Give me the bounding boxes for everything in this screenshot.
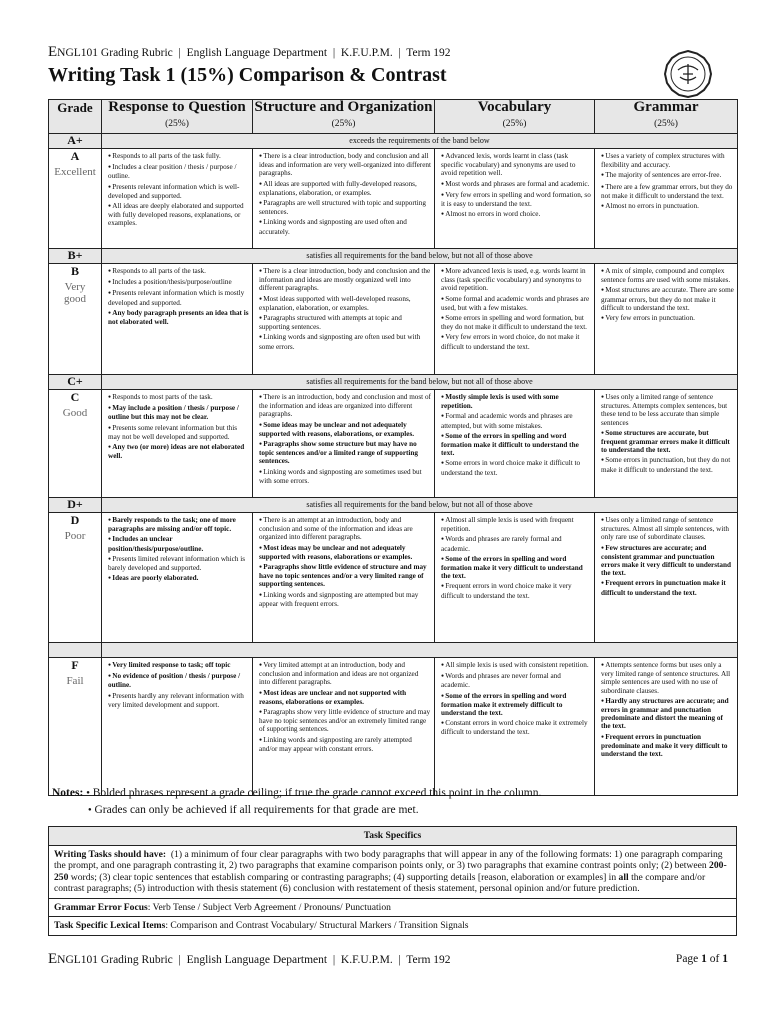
criteria-cell-grammar <box>595 658 738 796</box>
criterion-item: ● Includes a clear position / thesis / purpose / outline. <box>108 163 249 180</box>
plus-band-description: satisfies all requirements for the band below, but not all of those above <box>102 249 738 264</box>
grade-letter: C <box>70 390 80 404</box>
plus-band-description: exceeds the requirements of the band below <box>102 134 738 149</box>
criterion-item: ● Includes a position/thesis/purpose/outline <box>108 278 249 287</box>
criterion-item: ● There is an introduction, body and conclusion and most of the information and ideas are organized into different paragraphs. <box>259 393 431 419</box>
criterion-item: ● Responds to all parts of the task fully. <box>108 152 249 161</box>
criterion-item: ● Very limited response to task; off topic <box>108 661 249 670</box>
grade-letter: F <box>71 658 79 672</box>
grade-cell <box>49 149 102 249</box>
note-2: Grades can only be achieved if all requirements for that grade are met. <box>94 804 419 816</box>
criterion-item: ● Attempts sentence forms but uses only a very limited range of sentence structures. All simple sentences are used with no use of subordinate clauses. <box>601 661 734 695</box>
task-specifics-title: Task Specifics <box>49 827 737 846</box>
criterion-item: ● Most ideas may be unclear and not adequately supported with reasons, elaborations or examples. <box>259 544 431 561</box>
grade-cell <box>49 658 102 796</box>
criterion-item: ● Some errors in spelling and word formation, but they do not make it difficult to understand the text. <box>441 314 591 331</box>
criterion-item: ● Very few errors in word choice, do not make it difficult to understand the text. <box>441 333 591 350</box>
criterion-item: ● Linking words and signposting are sometimes used but with some errors. <box>259 468 431 485</box>
plus-band-description: satisfies all requirements for the band below, but not all of those above <box>102 375 738 390</box>
grade-band-row <box>49 658 738 796</box>
criterion-item: ● Hardly any structures are accurate; and errors in grammar and punctuation predominate and distort the meaning of the text. <box>601 697 734 731</box>
criterion-item: ● Includes an unclear position/thesis/purpose/outline. <box>108 535 249 552</box>
criteria-list <box>253 149 434 240</box>
criteria-cell-vocabulary <box>435 658 595 796</box>
criterion-item: ● Very limited attempt at an introduction, body and conclusion and information and ideas are not organized into different paragraphs. <box>259 661 431 687</box>
criterion-item: ● Almost no errors in punctuation. <box>601 202 734 211</box>
plus-band-row <box>49 134 738 149</box>
plus-grade-label: D+ <box>49 498 102 513</box>
criteria-list <box>595 390 737 478</box>
criteria-list <box>253 658 434 757</box>
criteria-cell-structure <box>253 513 435 643</box>
column-header-response: Response to Question (25%) <box>102 100 253 134</box>
criteria-cell-grammar <box>595 390 738 498</box>
criteria-cell-response <box>102 390 253 498</box>
criteria-list <box>435 149 594 223</box>
criteria-list <box>595 149 737 215</box>
criteria-list <box>435 390 594 481</box>
criterion-item: ● The majority of sentences are error-free. <box>601 171 734 180</box>
criterion-item: ● Barely responds to the task; one of more paragraphs are missing and/or off topic. <box>108 516 249 533</box>
rubric-table <box>48 99 738 796</box>
column-header-vocabulary: Vocabulary (25%) <box>435 100 595 134</box>
bullet-icon: ● <box>88 807 92 813</box>
plus-grade-label: C+ <box>49 375 102 390</box>
criterion-item: ● Words and phrases are never formal and academic. <box>441 672 591 689</box>
criteria-list <box>102 513 252 587</box>
criteria-cell-vocabulary <box>435 513 595 643</box>
criterion-item: ● Presents limited relevant information which is barely developed and supported. <box>108 555 249 572</box>
criteria-cell-structure <box>253 390 435 498</box>
criteria-list <box>595 264 737 327</box>
plus-grade-label: B+ <box>49 249 102 264</box>
grade-letter: D <box>70 513 80 527</box>
plus-band-row <box>49 643 738 658</box>
grade-band-row <box>49 264 738 375</box>
criterion-item: ● All simple lexis is used with consistent repetition. <box>441 661 591 670</box>
footer-line <box>48 951 451 968</box>
criterion-item: ● Presents hardly any relevant information with very limited development and support. <box>108 692 249 709</box>
column-header-structure: Structure and Organization (25%) <box>253 100 435 134</box>
criterion-item: ● Mostly simple lexis is used with some repetition. <box>441 393 591 410</box>
criteria-cell-structure <box>253 149 435 249</box>
criteria-list <box>435 264 594 355</box>
criteria-cell-response <box>102 658 253 796</box>
grade-column-header: Grade <box>49 100 102 134</box>
criterion-item: ● Paragraphs are well structured with topic and supporting sentences. <box>259 199 431 216</box>
criterion-item: ● Any body paragraph presents an idea that is not elaborated well. <box>108 309 249 326</box>
criterion-item: ● May include a position / thesis / purpose / outline but this may not be clear. <box>108 404 249 421</box>
criterion-item: ● Very few errors in spelling and word formation, so it is easy to understand the text. <box>441 191 591 208</box>
criteria-list <box>102 149 252 232</box>
criterion-item: ● Presents relevant information which is well-developed and supported. <box>108 183 249 200</box>
footer-initial: E <box>48 951 58 967</box>
plus-grade-label <box>49 643 102 658</box>
criteria-list <box>102 390 252 464</box>
criterion-item: ● Very few errors in punctuation. <box>601 314 734 323</box>
criterion-item: ● Linking words and signposting are rarely attempted and/or may appear with constant errors. <box>259 736 431 753</box>
criterion-item: ● Some of the errors in spelling and word formation make it extremely difficult to understand the text. <box>441 692 591 718</box>
criterion-item: ● Frequent errors in word choice make it very difficult to understand the text. <box>441 582 591 599</box>
criteria-cell-vocabulary <box>435 264 595 375</box>
column-header-grammar: Grammar (25%) <box>595 100 738 134</box>
criterion-item: ● Paragraphs show very little evidence of structure and may have no topic sentences and/or an extremely limited range of supporting sentences. <box>259 708 431 734</box>
criterion-item: ● Advanced lexis, words learnt in class (task specific vocabulary) and synonyms are used to avoid repetition well. <box>441 152 591 178</box>
criterion-item: ● Some errors in punctuation, but they do not make it difficult to understand the text. <box>601 456 734 473</box>
criterion-item: ● Formal and academic words and phrases are attempted, but with some mistakes. <box>441 412 591 429</box>
criterion-item: ● No evidence of position / thesis / purpose / outline. <box>108 672 249 689</box>
criterion-item: ● A mix of simple, compound and complex sentence forms are used with some mistakes. <box>601 267 734 284</box>
criterion-item: ● Responds to all parts of the task. <box>108 267 249 276</box>
criterion-item: ● Linking words and signposting are often used but with some errors. <box>259 333 431 350</box>
criterion-item: ● Most ideas are unclear and not supported with reasons, elaborations or examples. <box>259 689 431 706</box>
criterion-item: ● All ideas are supported with fully-developed reasons, explanations, elaboration, or examples. <box>259 180 431 197</box>
criterion-item: ● There is an attempt at an introduction, body and conclusion and some of the information and ideas are organized into different paragraphs. <box>259 516 431 542</box>
criterion-item: ● There is a clear introduction, body and conclusion and all ideas and information are very well-organized into different paragraphs. <box>259 152 431 178</box>
criteria-cell-grammar <box>595 264 738 375</box>
criteria-cell-response <box>102 149 253 249</box>
criterion-item: ● Constant errors in word choice make it extremely difficult to understand the text. <box>441 719 591 736</box>
criteria-cell-structure <box>253 658 435 796</box>
criterion-item: ● Few structures are accurate; and consistent grammar and punctuation errors make it very difficult to understand the text. <box>601 544 734 578</box>
criterion-item: ● Presents some relevant information but this may not be well developed and supported. <box>108 424 249 441</box>
criterion-item: ● Ideas are poorly elaborated. <box>108 574 249 583</box>
criterion-item: ● Presents relevant information which is mostly developed and supported. <box>108 289 249 306</box>
criteria-cell-structure <box>253 264 435 375</box>
header-initial: E <box>48 44 58 60</box>
grade-letter: B <box>70 264 79 278</box>
criteria-list <box>102 658 252 713</box>
criterion-item: ● Frequent errors in punctuation predominate and make it very difficult to understand the text. <box>601 733 734 759</box>
criterion-item: ● There are a few grammar errors, but they do not make it difficult to understand the text. <box>601 183 734 200</box>
plus-band-row <box>49 375 738 390</box>
criterion-item: ● Most ideas supported with well-developed reasons, explanation, elaboration, or examples. <box>259 295 431 312</box>
criteria-cell-response <box>102 513 253 643</box>
grade-word: Very good <box>64 281 86 305</box>
plus-grade-label: A+ <box>49 134 102 149</box>
criterion-item: ● All ideas are deeply elaborated and supported with fully developed reasons, explanations, or examples. <box>108 202 249 228</box>
criterion-item: ● Some ideas may be unclear and not adequately supported with reasons, elaborations, or examples. <box>259 421 431 438</box>
criterion-item: ● Some of the errors in spelling and word formation make it difficult to understand the text. <box>441 432 591 458</box>
criteria-cell-response <box>102 264 253 375</box>
criteria-list <box>102 264 252 330</box>
criteria-cell-grammar <box>595 149 738 249</box>
lexical-items: Task Specific Lexical Items: Comparison and Contrast Vocabulary/ Structural Markers / Transition Signals <box>49 917 737 936</box>
header-row <box>49 100 738 134</box>
criterion-item: ● Uses a variety of complex structures with flexibility and accuracy. <box>601 152 734 169</box>
criteria-list <box>435 658 594 741</box>
grade-word: Good <box>62 407 88 419</box>
criteria-cell-grammar <box>595 513 738 643</box>
grade-band-row <box>49 513 738 643</box>
header-line <box>48 44 451 61</box>
page-title: Writing Task 1 (15%) Comparison & Contrast <box>48 64 447 86</box>
criterion-item: ● Responds to most parts of the task. <box>108 393 249 402</box>
criterion-item: ● Some errors in word choice make it difficult to understand the text. <box>441 459 591 476</box>
criterion-item: ● Words and phrases are rarely formal and academic. <box>441 535 591 552</box>
task-specifics-table <box>48 826 737 936</box>
notes: Notes: ● Bolded phrases represent a grade ceiling; if true the grade cannot exceed this point in the column. ● Grades can only be achieved if all requirements for that grade are met. <box>52 787 542 816</box>
plus-band-row <box>49 249 738 264</box>
grade-word: Excellent <box>54 166 96 178</box>
note-1: Bolded phrases represent a grade ceiling; if true the grade cannot exceed this point in the column. <box>92 787 542 799</box>
criterion-item: ● Frequent errors in punctuation make it difficult to understand the text. <box>601 579 734 596</box>
criterion-item: ● There is a clear introduction, body and conclusion and the information and ideas are mostly organized well into different paragraphs. <box>259 267 431 293</box>
criterion-item: ● Some formal and academic words and phrases are used, but with a few mistakes. <box>441 295 591 312</box>
writing-tasks-requirements: Writing Tasks should have: (1) a minimum of four clear paragraphs with two body paragraphs that will appear in any of the following formats: 1) one paragraph comparing the prompt, and one paragraph contrasting it, 2) two paragraphs that examine comparison points only, or 3) two paragraphs that examine contrast points only; (2) between 200-250 words; (3) clear topic sentences that establish comparing or contrasting paragraphs; (4) supporting details [reason, elaboration or examples] in all the compare and/or contrast paragraphs; (5) introduction with thesis statement (6) conclusion with restatement of thesis statement, personal opinion and/or future prediction. <box>49 845 737 898</box>
criterion-item: ● Uses only a limited range of sentence structures. Attempts complex sentences, but these tend to be less accurate than simple sentences <box>601 393 734 427</box>
grade-word: Fail <box>66 675 84 687</box>
criterion-item: ● Linking words and signposting are attempted but may appear with frequent errors. <box>259 591 431 608</box>
criterion-item: ● Some of the errors in spelling and word formation make it very difficult to understand the text. <box>441 555 591 581</box>
criterion-item: ● Some structures are accurate, but frequent grammar errors make it difficult to understand the text. <box>601 429 734 455</box>
plus-band-description <box>102 643 738 658</box>
criterion-item: ● Almost no errors in word choice. <box>441 210 591 219</box>
grade-band-row <box>49 149 738 249</box>
grade-cell <box>49 390 102 498</box>
criterion-item: ● Paragraphs show some structure but may have no topic sentences and/or a limited range of supporting sentences. <box>259 440 431 466</box>
page-number: Page 1 of 1 <box>675 953 728 965</box>
header-text: NGL101 Grading Rubric | English Language Department | K.F.U.P.M. | Term 192 <box>57 47 451 59</box>
grade-word: Poor <box>64 530 86 542</box>
criteria-list <box>595 658 737 762</box>
grade-cell <box>49 264 102 375</box>
criterion-item: ● Linking words and signposting are used often and accurately. <box>259 218 431 235</box>
grammar-error-focus: Grammar Error Focus: Verb Tense / Subject Verb Agreement / Pronouns/ Punctuation <box>49 898 737 917</box>
criterion-item: ● Paragraphs show little evidence of structure and may have no topic sentences and/or a very limited range of supporting sentences. <box>259 563 431 589</box>
criteria-list <box>253 264 434 355</box>
grade-letter: A <box>70 149 80 163</box>
notes-label: Notes <box>52 787 80 799</box>
grade-band-row <box>49 390 738 498</box>
criterion-item: ● Uses only a limited range of sentence structures. Almost all simple sentences, with only rare use of subordinate clauses. <box>601 516 734 542</box>
criteria-list <box>595 513 737 601</box>
criterion-item: ● Most structures are accurate. There are some grammar errors, but they do not make it difficult to understand the text. <box>601 286 734 312</box>
criterion-item: ● Most words and phrases are formal and academic. <box>441 180 591 189</box>
plus-band-row <box>49 498 738 513</box>
grade-cell <box>49 513 102 643</box>
university-seal-icon <box>664 50 712 98</box>
criteria-list <box>435 513 594 604</box>
bullet-icon: ● <box>86 790 90 796</box>
criterion-item: ● Almost all simple lexis is used with frequent repetition. <box>441 516 591 533</box>
footer-text: NGL101 Grading Rubric | English Language Department | K.F.U.P.M. | Term 192 <box>57 954 451 966</box>
criteria-list <box>253 390 434 489</box>
criteria-list <box>253 513 434 612</box>
criterion-item: ● Any two (or more) ideas are not elaborated well. <box>108 443 249 460</box>
criterion-item: ● Paragraphs structured with attempts at topic and supporting sentences. <box>259 314 431 331</box>
criterion-item: ● More advanced lexis is used, e.g. words learnt in class (task specific vocabulary) and synonyms to avoid repetition. <box>441 267 591 293</box>
criteria-cell-vocabulary <box>435 149 595 249</box>
plus-band-description: satisfies all requirements for the band below, but not all of those above <box>102 498 738 513</box>
criteria-cell-vocabulary <box>435 390 595 498</box>
